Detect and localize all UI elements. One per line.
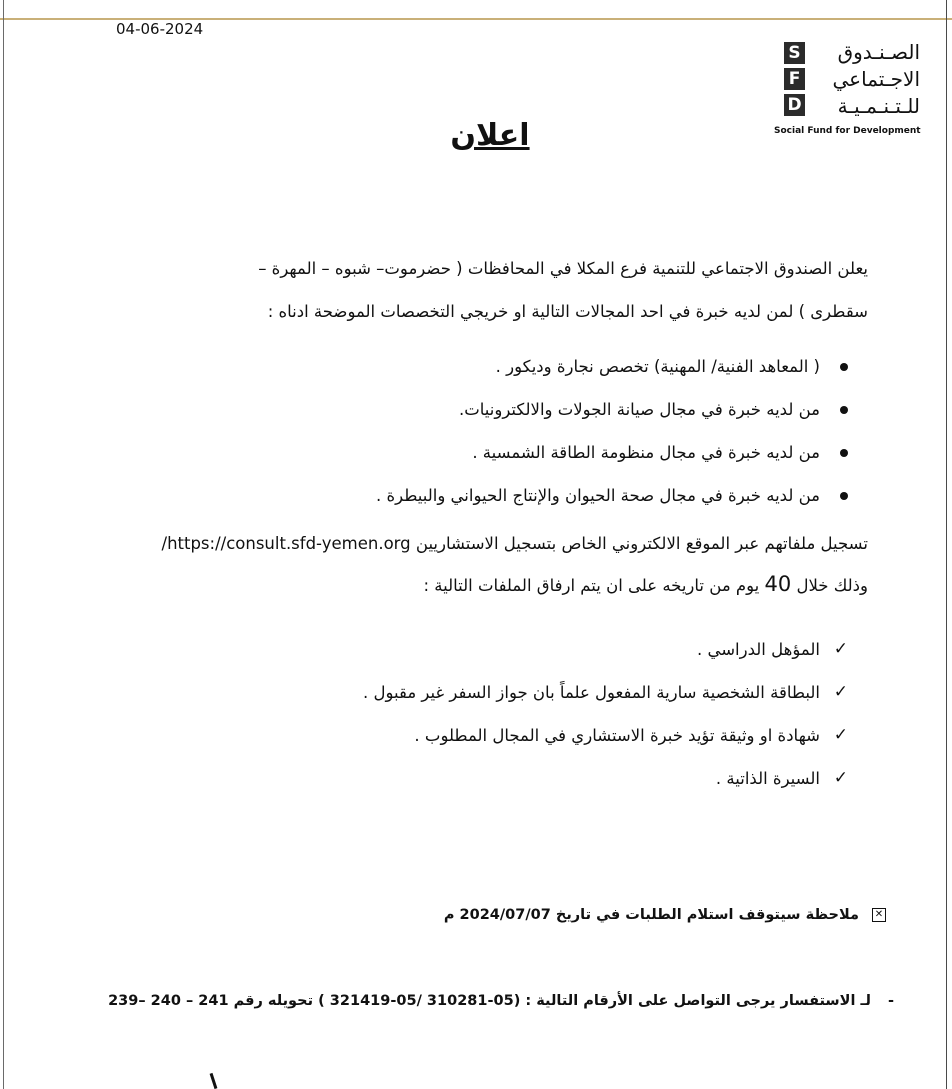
required-files-list (228, 628, 848, 800)
logo-ar-line-2: الاجـتماعي (832, 67, 920, 91)
registration-url[interactable]: https://consult.sfd-yemen.org/ (161, 534, 411, 553)
registration-paragraph (38, 524, 868, 606)
page-title: اعلان (450, 118, 530, 153)
bullet-icon (840, 449, 848, 457)
logo-letter-s: S (784, 42, 805, 64)
intro-paragraph (88, 247, 868, 333)
boxed-x-icon: ✕ (872, 908, 886, 922)
logo-ar-line-3: للـتـنـمـيـة (837, 94, 920, 118)
checkmark-icon: ✓ (833, 768, 848, 788)
extension-numbers: 241 – 240 –239 (108, 993, 229, 1009)
list-item: ✓ السيرة الذاتية . (228, 757, 848, 800)
page-left-edge (3, 0, 4, 1089)
logo-ar-line-1: الصـنـدوق (837, 40, 920, 64)
deadline-note: ✕ ملاحظة سيتوقف استلام الطلبات في تاريخ 2024/07/07 م (444, 907, 886, 923)
list-item: من لديه خبرة في مجال صحة الحيوان والإنتاج الحيواني والبيطرة . (228, 474, 848, 517)
fields-list (228, 345, 848, 517)
logo-en-name: Social Fund for Development (774, 126, 921, 136)
logo-letter-d: D (784, 94, 805, 116)
list-item: من لديه خبرة في مجال صيانة الجولات والالكترونيات. (228, 388, 848, 431)
checkmark-icon: ✓ (833, 725, 848, 745)
contact-line: - لـ الاستفسار يرجى التواصل على الأرقام التالية : (05-310281 /05-321419 ) تحويله رقم 241 – 240 –239 (108, 993, 894, 1009)
list-item: من لديه خبرة في مجال منظومة الطاقة الشمسية . (228, 431, 848, 474)
deadline-date: 2024/07/07 (459, 907, 551, 923)
intro-line-1: يعلن الصندوق الاجتماعي للتنمية فرع المكلا في المحافظات ( حضرموت– شبوه – المهرة – (258, 259, 868, 278)
document-date: 04-06-2024 (116, 20, 204, 38)
days-count: 40 (764, 572, 792, 596)
logo-letter-f: F (784, 68, 805, 90)
phone-numbers: (05-310281 /05-321419 ) (318, 993, 521, 1009)
bullet-icon (840, 363, 848, 371)
registration-line-2: وذلك خلال 40 يوم من تاريخه على ان يتم ارفاق الملفات التالية : (423, 572, 868, 596)
bullet-icon (840, 406, 848, 414)
pen-mark (210, 1073, 218, 1089)
bullet-icon (840, 492, 848, 500)
registration-line-1: تسجيل ملفاتهم عبر الموقع الالكتروني الخاص بتسجيل الاستشاريين https://consult.sfd-yemen.org/ (161, 534, 868, 553)
checkmark-icon: ✓ (833, 639, 848, 659)
checkmark-icon: ✓ (833, 682, 848, 702)
list-item: ✓ المؤهل الدراسي . (228, 628, 848, 671)
page-right-edge (946, 0, 947, 1089)
dash-icon: - (887, 993, 894, 1009)
intro-line-2: سقطرى ) لمن لديه خبرة في احد المجالات التالية او خريجي التخصصات الموضحة ادناه : (267, 302, 868, 321)
list-item: ✓ البطاقة الشخصية سارية المفعول علماً بان جواز السفر غير مقبول . (228, 671, 848, 714)
list-item: ✓ شهادة او وثيقة تؤيد خبرة الاستشاري في المجال المطلوب . (228, 714, 848, 757)
sfd-logo (774, 40, 924, 140)
list-item: ( المعاهد الفنية/ المهنية) تخصص نجارة وديكور . (228, 345, 848, 388)
